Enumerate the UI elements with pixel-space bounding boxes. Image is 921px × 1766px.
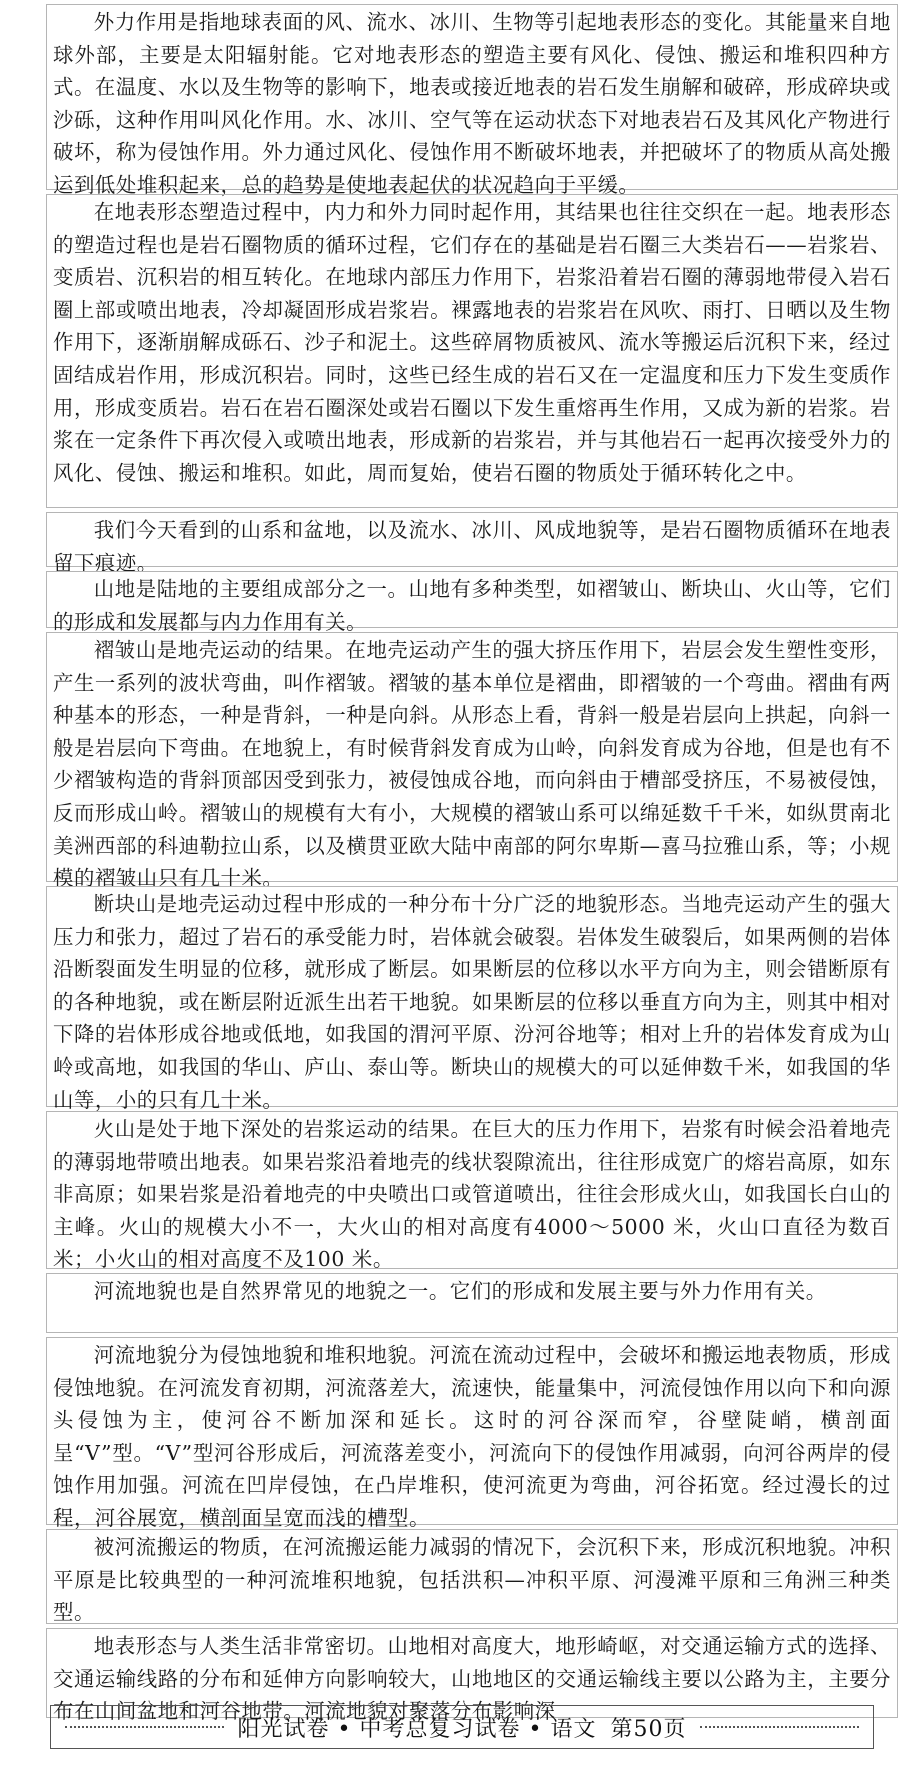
page-footer	[50, 1705, 874, 1749]
footer-title: 阳光试卷 • 中考总复习试卷 • 语文	[237, 1716, 597, 1742]
footer-dotted-line-right	[700, 1726, 859, 1728]
document-body	[46, 4, 898, 1724]
paragraph-river-landforms-intro: 河流地貌也是自然界常见的地貌之一。它们的形成和发展主要与外力作用有关。	[46, 1273, 898, 1333]
paragraph-fold-mountains: 褶皱山是地壳运动的结果。在地壳运动产生的强大挤压作用下，岩层会发生塑性变形，产生一系列的波状弯曲，叫作褶皱。褶皱的基本单位是褶曲，即褶皱的一个弯曲。褶曲有两种基本的形态，一种是背斜，一种是向斜。从形态上看，背斜一般是岩层向上拱起，向斜一般是岩层向下弯曲。在地貌上，有时候背斜发育成为山岭，向斜发育成为谷地，但是也有不少褶皱构造的背斜顶部因受到张力，被侵蚀成谷地，而向斜由于槽部受挤压，不易被侵蚀，反而形成山岭。褶皱山的规模有大有小，大规模的褶皱山系可以绵延数千千米，如纵贯南北美洲西部的科迪勒拉山系，以及横贯亚欧大陆中南部的阿尔卑斯—喜马拉雅山系，等；小规模的褶皱山只有几十米。	[46, 632, 898, 882]
paragraph-river-erosion: 河流地貌分为侵蚀地貌和堆积地貌。河流在流动过程中，会破坏和搬运地表物质，形成侵蚀地貌。在河流发育初期，河流落差大，流速快，能量集中，河流侵蚀作用以向下和向源头侵蚀为主，使河谷不断加深和延长。这时的河谷深而窄，谷壁陡峭，横剖面呈“V”型。“V”型河谷形成后，河流落差变小，河流向下的侵蚀作用减弱，向河谷两岸的侵蚀作用加强。河流在凹岸侵蚀，在凸岸堆积，使河流更为弯曲，河谷拓宽。经过漫长的过程，河谷展宽，横剖面呈宽而浅的槽型。	[46, 1337, 898, 1525]
paragraph-mountains-basins: 我们今天看到的山系和盆地，以及流水、冰川、风成地貌等，是岩石圈物质循环在地表留下痕迹。	[46, 512, 898, 567]
paragraph-mountain-types: 山地是陆地的主要组成部分之一。山地有多种类型，如褶皱山、断块山、火山等，它们的形成和发展都与内力作用有关。	[46, 571, 898, 628]
paragraph-volcanoes: 火山是处于地下深处的岩浆运动的结果。在巨大的压力作用下，岩浆有时候会沿着地壳的薄弱地带喷出地表。如果岩浆沿着地壳的线状裂隙流出，往往形成宽广的熔岩高原，如东非高原；如果岩浆是沿着地壳的中央喷出口或管道喷出，往往会形成火山，如我国长白山的主峰。火山的规模大小不一，大火山的相对高度有4000～5000 米，火山口直径为数百米；小火山的相对高度不及100 米。	[46, 1111, 898, 1269]
footer-page-number: 第50页	[610, 1716, 687, 1742]
paragraph-river-deposition: 被河流搬运的物质，在河流搬运能力减弱的情况下，会沉积下来，形成沉积地貌。冲积平原是比较典型的一种河流堆积地貌，包括洪积—冲积平原、河漫滩平原和三角洲三种类型。	[46, 1529, 898, 1624]
footer-dotted-line-left	[65, 1726, 224, 1728]
paragraph-rock-cycle: 在地表形态塑造过程中，内力和外力同时起作用，其结果也往往交织在一起。地表形态的塑造过程也是岩石圈物质的循环过程，它们存在的基础是岩石圈三大类岩石——岩浆岩、变质岩、沉积岩的相互转化。在地球内部压力作用下，岩浆沿着岩石圈的薄弱地带侵入岩石圈上部或喷出地表，冷却凝固形成岩浆岩。裸露地表的岩浆岩在风吹、雨打、日晒以及生物作用下，逐渐崩解成砾石、沙子和泥土。这些碎屑物质被风、流水等搬运后沉积下来，经过固结成岩作用，形成沉积岩。同时，这些已经生成的岩石又在一定温度和压力下发生变质作用，形成变质岩。岩石在岩石圈深处或岩石圈以下发生重熔再生作用，又成为新的岩浆。岩浆在一定条件下再次侵入或喷出地表，形成新的岩浆岩，并与其他岩石一起再次接受外力的风化、侵蚀、搬运和堆积。如此，周而复始，使岩石圈的物质处于循环转化之中。	[46, 194, 898, 508]
paragraph-external-forces: 外力作用是指地球表面的风、流水、冰川、生物等引起地表形态的变化。其能量来自地球外部，主要是太阳辐射能。它对地表形态的塑造主要有风化、侵蚀、搬运和堆积四种方式。在温度、水以及生物等的影响下，地表或接近地表的岩石发生崩解和破碎，形成碎块或沙砾，这种作用叫风化作用。水、冰川、空气等在运动状态下对地表岩石及其风化产物进行破坏，称为侵蚀作用。外力通过风化、侵蚀作用不断破坏地表，并把破坏了的物质从高处搬运到低处堆积起来，总的趋势是使地表起伏的状况趋向于平缓。	[46, 4, 898, 190]
paragraph-block-mountains: 断块山是地壳运动过程中形成的一种分布十分广泛的地貌形态。当地壳运动产生的强大压力和张力，超过了岩石的承受能力时，岩体就会破裂。岩体发生破裂后，如果两侧的岩体沿断裂面发生明显的位移，就形成了断层。如果断层的位移以水平方向为主，则会错断原有的各种地貌，或在断层附近派生出若干地貌。如果断层的位移以垂直方向为主，则其中相对下降的岩体形成谷地或低地，如我国的渭河平原、汾河谷地等；相对上升的岩体发育成为山岭或高地，如我国的华山、庐山、泰山等。断块山的规模大的可以延伸数千米，如我国的华山等，小的只有几十米。	[46, 886, 898, 1107]
paragraph-landforms-human-life: 地表形态与人类生活非常密切。山地相对高度大，地形崎岖，对交通运输方式的选择、交通运输线路的分布和延伸方向影响较大，山地地区的交通运输线主要以公路为主，主要分布在山间盆地和河谷地带。河流地貌对聚落分布影响深	[46, 1628, 898, 1718]
